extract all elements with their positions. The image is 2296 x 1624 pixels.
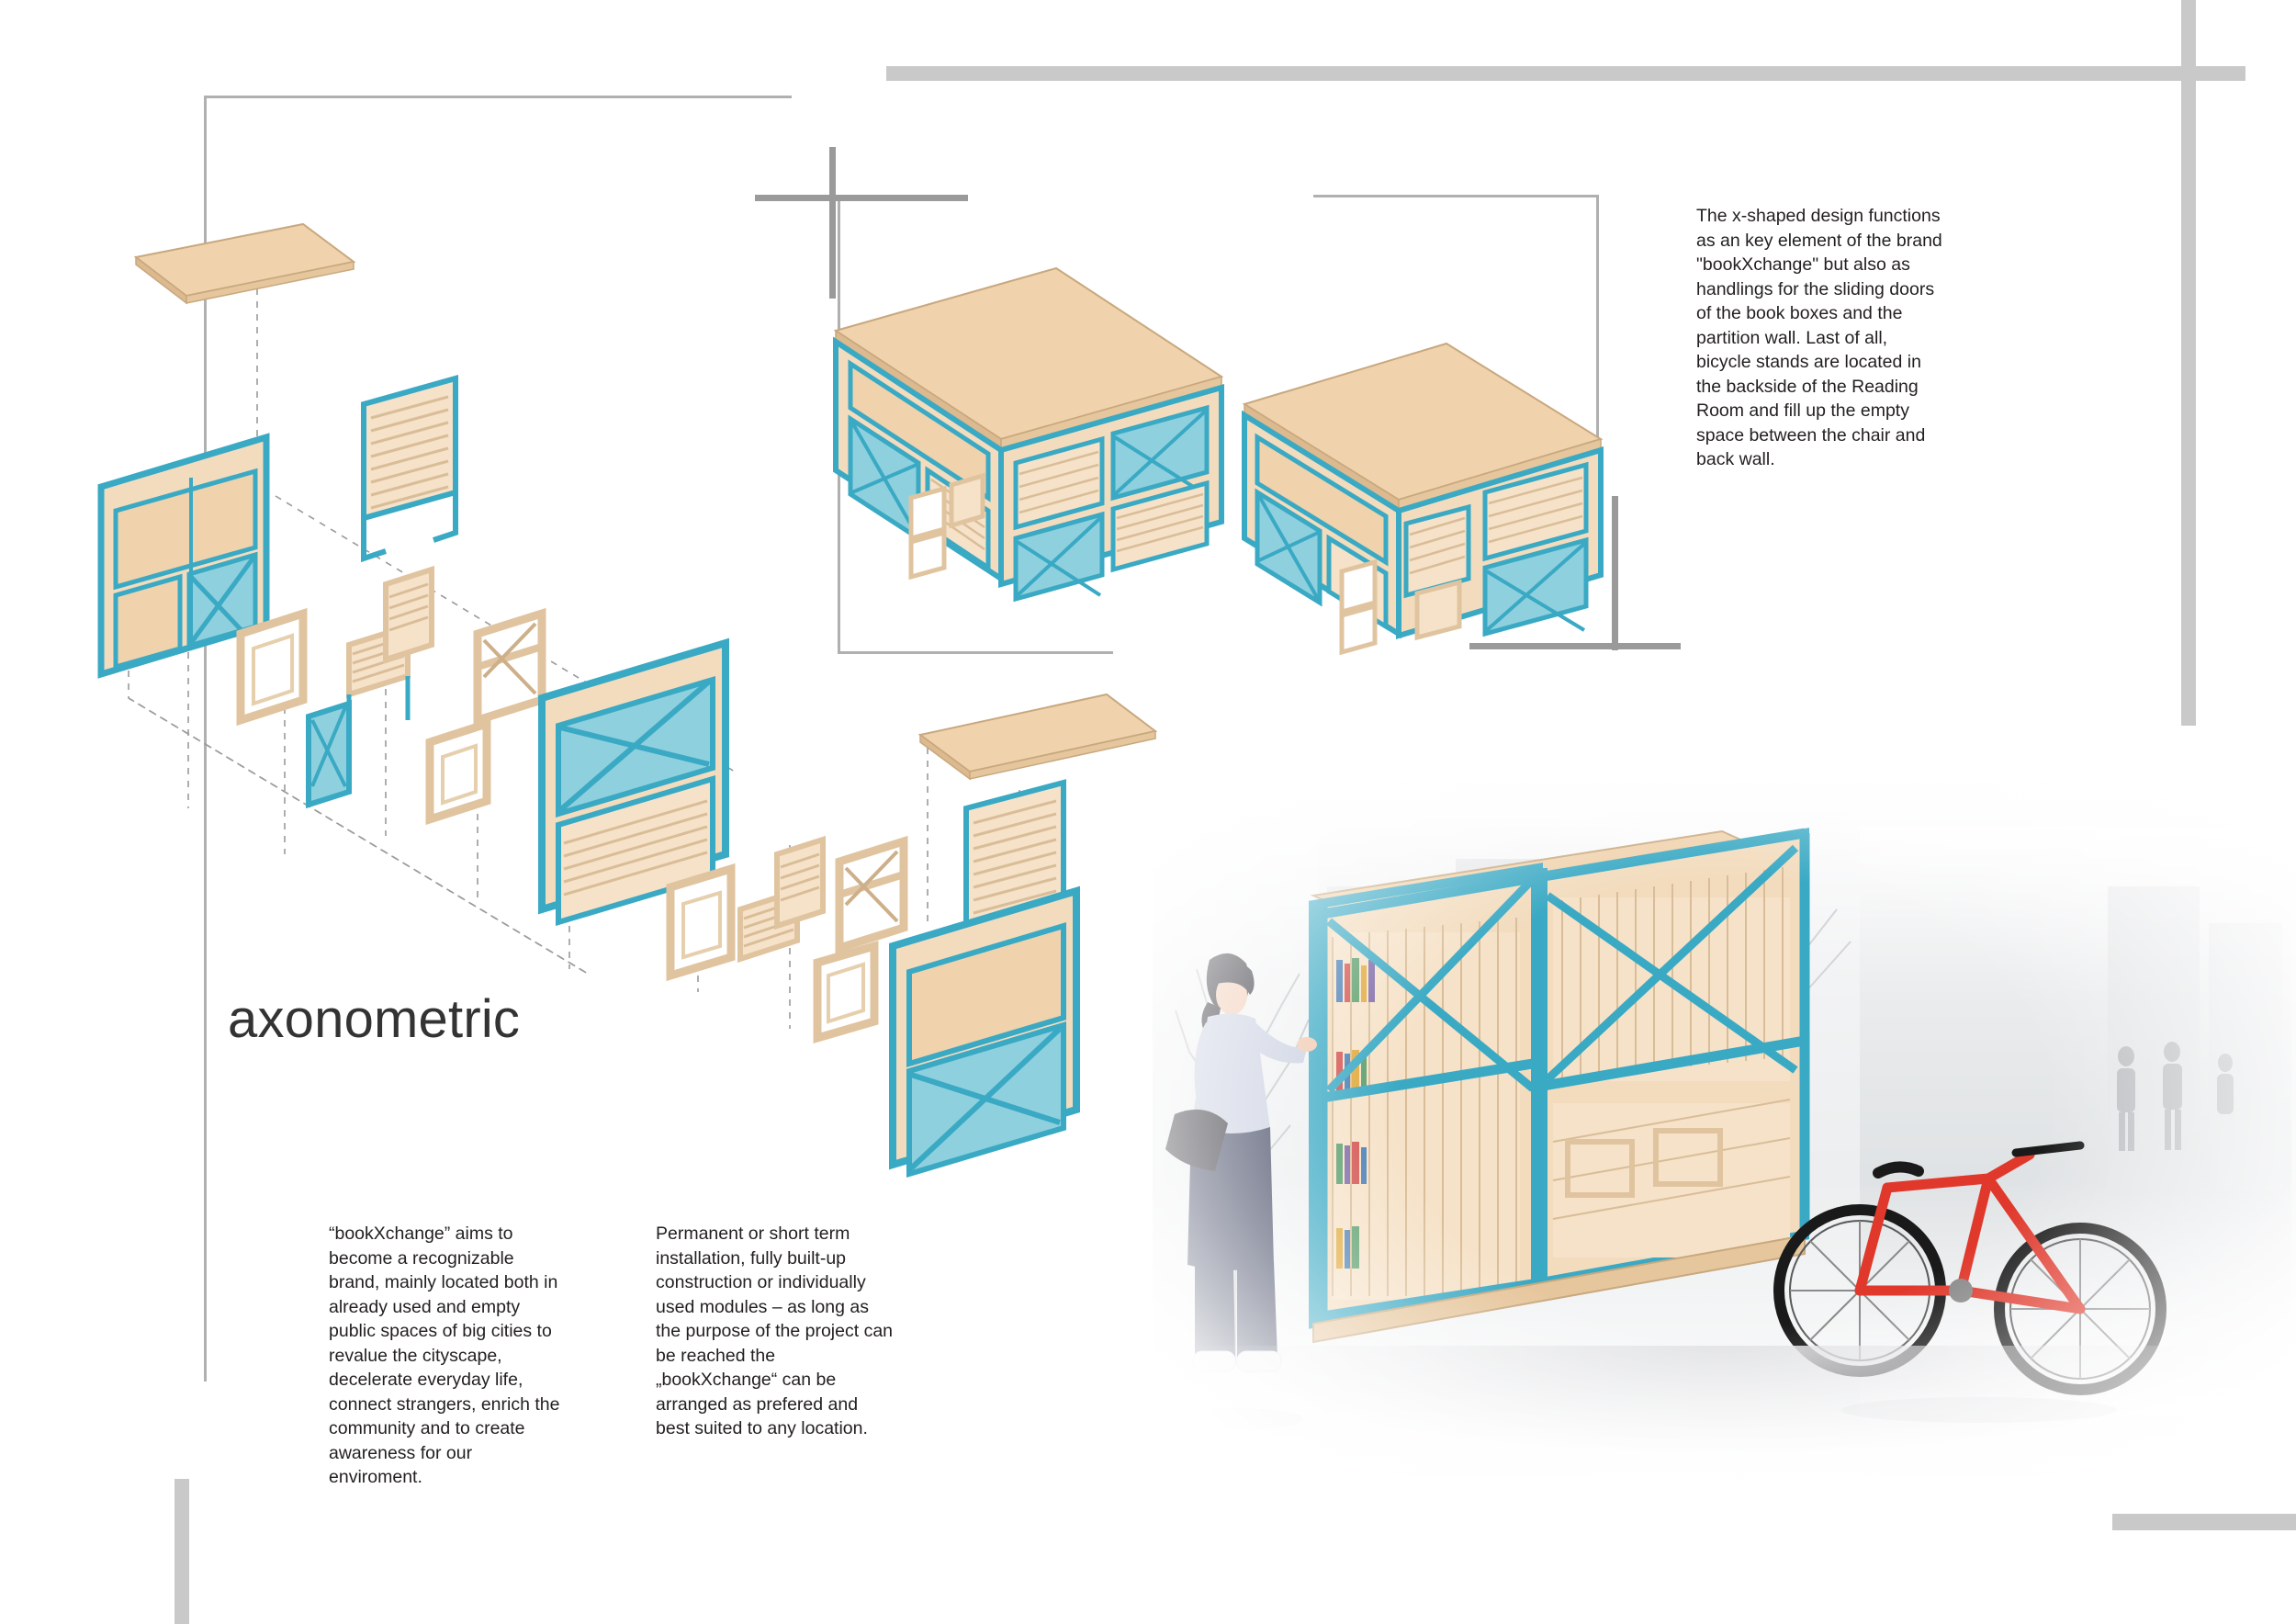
rule-bottom-right-block (2112, 1514, 2296, 1530)
street-scene-render (1153, 776, 2296, 1502)
module-roof-panel-second (920, 694, 1155, 779)
module-book-box-f (817, 946, 874, 1038)
exploded-axonometric-svg (0, 0, 1286, 1286)
open-module-diagram (1235, 303, 1621, 671)
module-book-box-c (430, 724, 487, 819)
module-chair-right (740, 840, 823, 959)
rule-top-right-vertical (2181, 0, 2196, 726)
module-book-box-b (478, 614, 542, 720)
photo-vignette (1153, 776, 2296, 1502)
annotation-brand: “bookXchange” aims to become a recognizable brand, mainly located both in already used and empty public spaces of big cities to revalue the cityscape, decelerate everyday life, connect strangers, enrich the community and to create awareness for our enviroment. (329, 1224, 560, 1487)
module-book-box-e (839, 841, 904, 948)
rule-bottom-left-vertical (174, 1479, 189, 1624)
module-partition-wall-slats (364, 378, 456, 558)
rule-right-top-horizontal (1313, 195, 1599, 197)
axonometric-diagram (0, 0, 1286, 1286)
module-front-wall-right (893, 891, 1076, 1174)
module-book-box-d (670, 869, 731, 976)
annotation-x-design: The x-shaped design functions as an key element of the brand "bookXchange" but also as handlings for the sliding doors of the book boxes and the partition wall. Last of all, bicycle stands are located in the backside of the Reading Room and fill up the empty space between the chair and back wall. (1696, 206, 1942, 469)
assembled-module-diagram (827, 230, 1249, 615)
annotation-installation: Permanent or short term installation, fully built-up construction or individually used modules – as long as the purpose of the project can be reached the „bookXchange“ can be arranged as prefered and best suited to any location. (656, 1224, 894, 1438)
module-chair-left (309, 570, 432, 805)
module-book-box-a (241, 614, 303, 720)
module-roof-panel-top (136, 224, 354, 303)
page-title: axonometric (228, 989, 521, 1049)
